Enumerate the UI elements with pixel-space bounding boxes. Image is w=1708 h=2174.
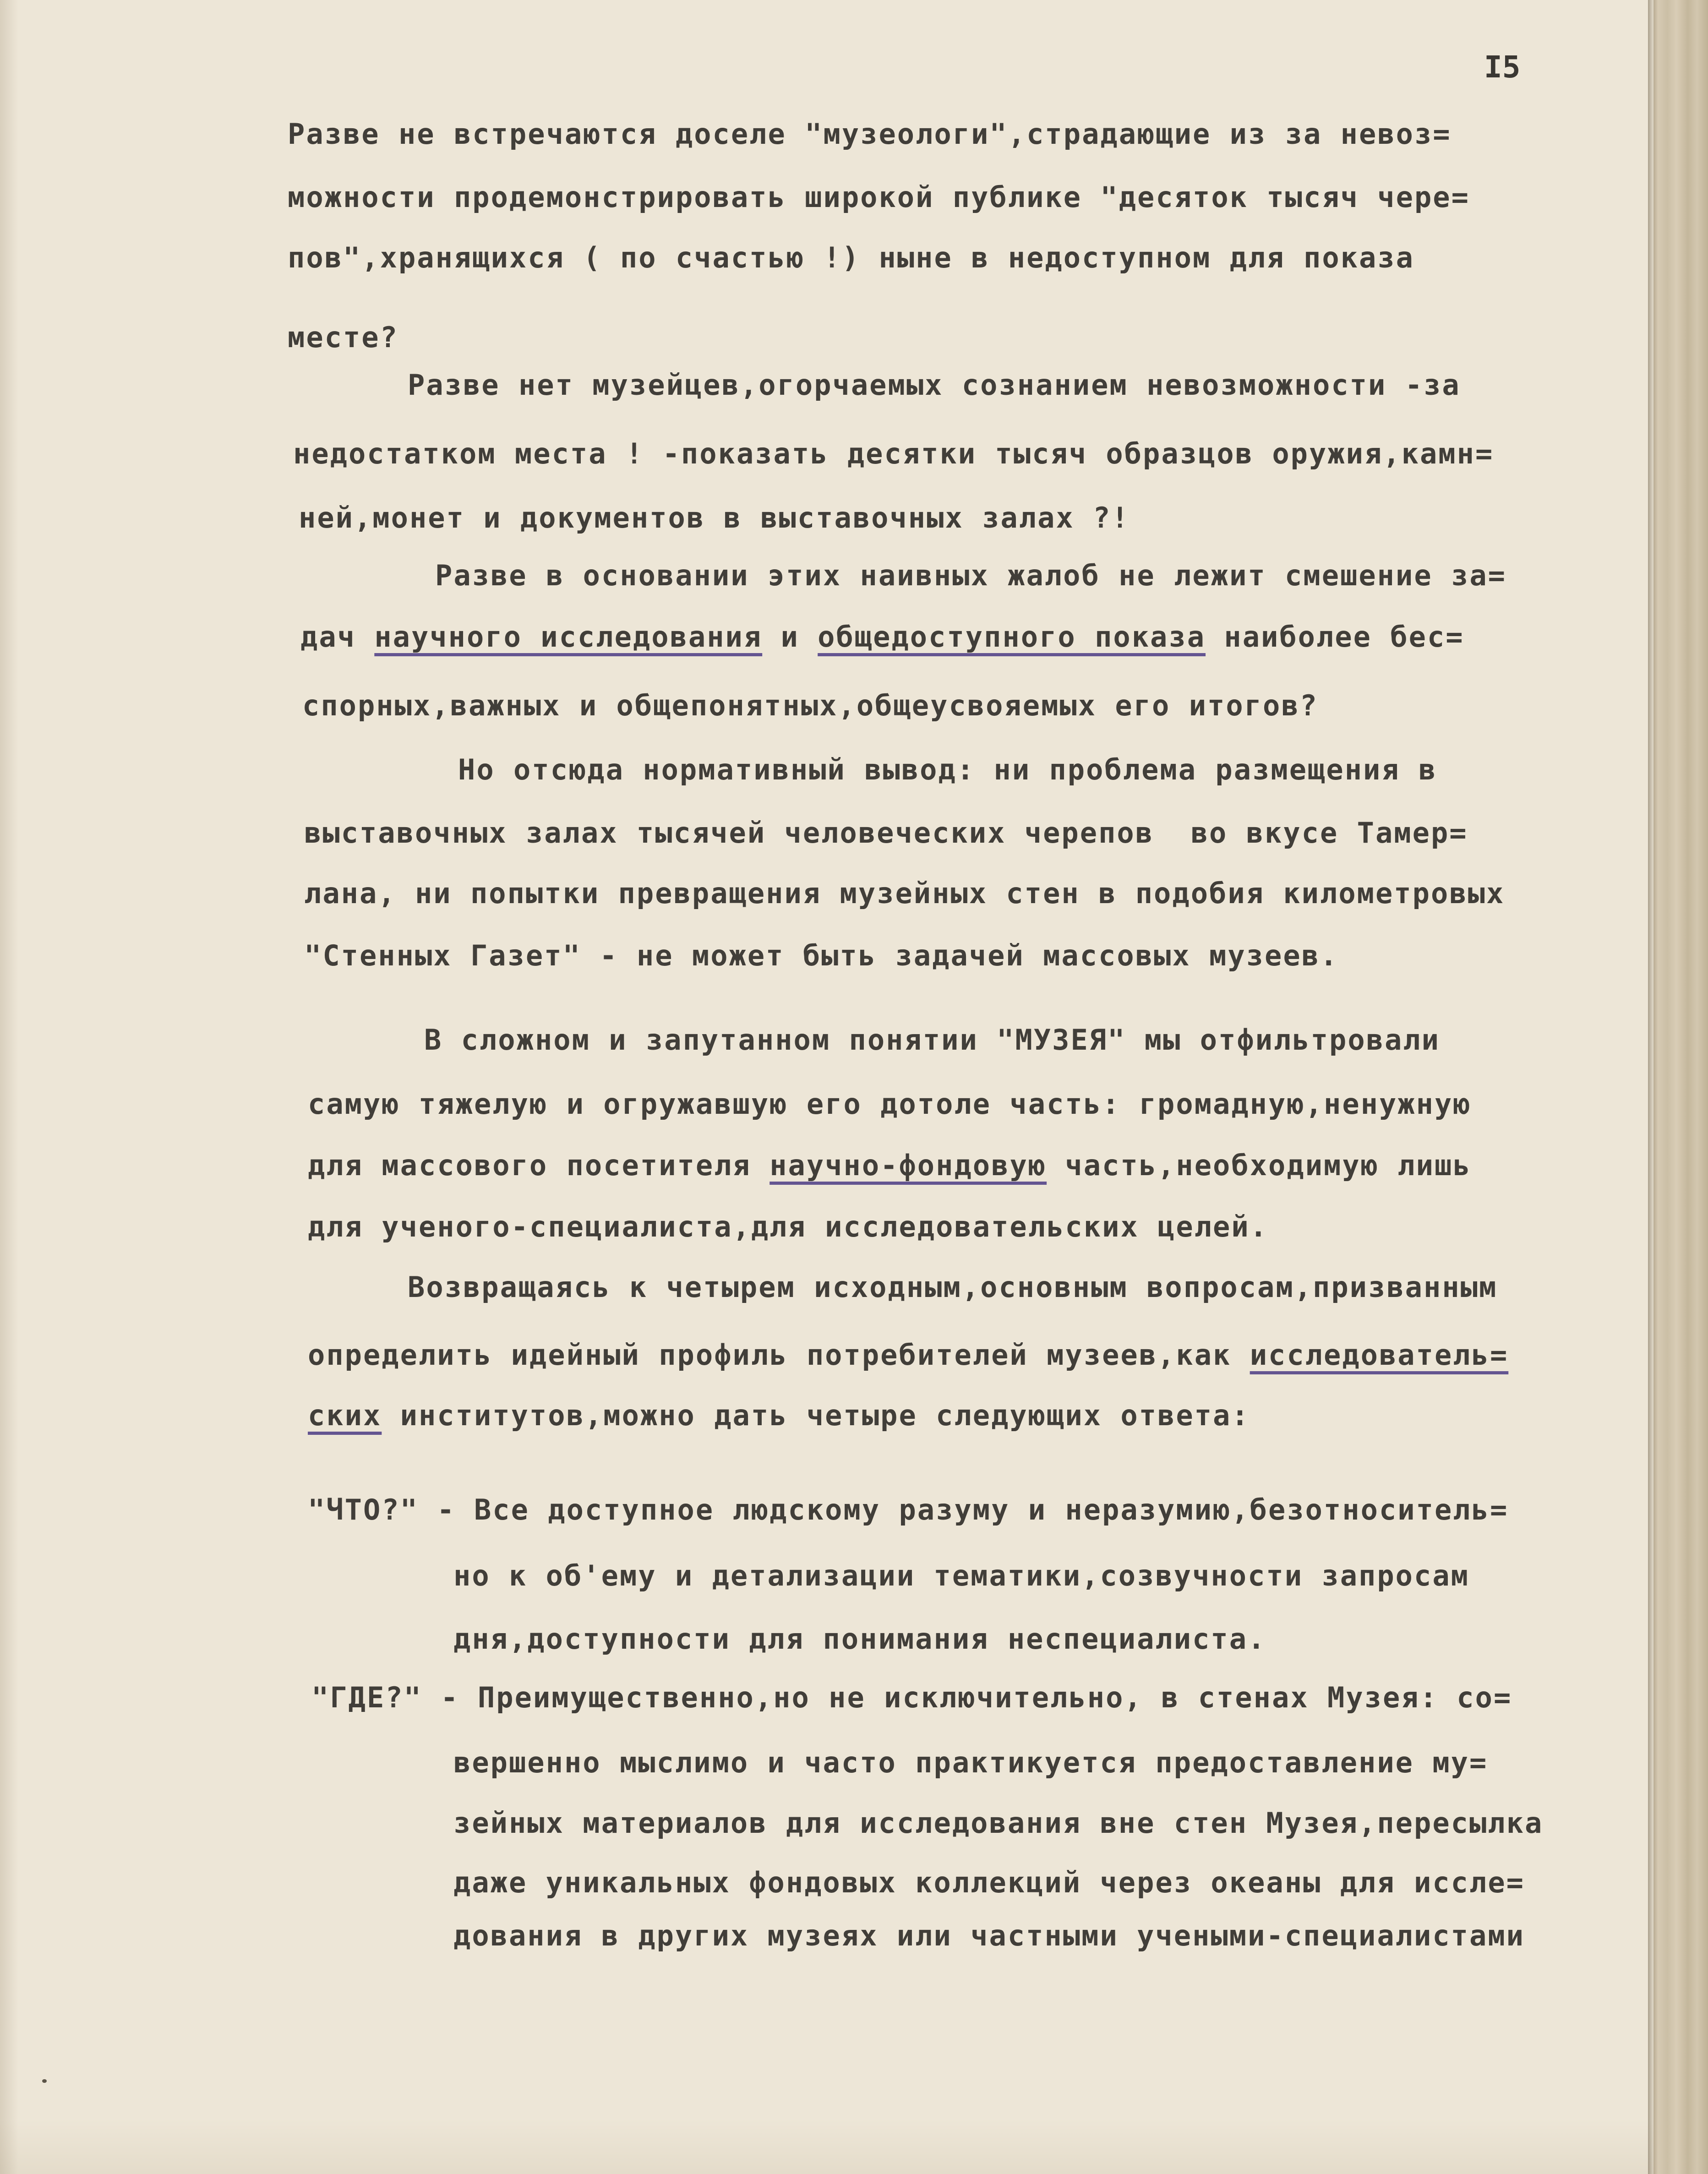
- text-line-9-and: и: [762, 620, 818, 654]
- page-number: I5: [1484, 49, 1521, 85]
- paper-speck: [42, 2079, 47, 2083]
- text-line-16: самую тяжелую и огружавшую его дотоле часть: громадную,ненужную: [308, 1087, 1472, 1121]
- text-line-4: месте?: [288, 321, 398, 354]
- text-line-5: Разве нет музейцев,огорчаемых сознанием невозможности -за: [408, 368, 1461, 402]
- answer-where-line-2: вершенно мыслимо и часто практикуется предоставление му=: [453, 1746, 1488, 1779]
- text-line-10: спорных,важных и общепонятных,общеусвояемых его итогов?: [302, 689, 1318, 722]
- text-line-19: Возвращаясь к четырем исходным,основным вопросам,призванным: [408, 1270, 1498, 1304]
- answer-where-line-5: дования в других музеях или частными учеными-специалистами: [453, 1919, 1525, 1952]
- answer-where-line-4: даже уникальных фондовых коллекций через океаны для иссле=: [453, 1866, 1525, 1899]
- text-line-3: пов",хранящихся ( по счастью !) ныне в недоступном для показа: [288, 241, 1414, 274]
- text-line-17-end: часть,необходимую лишь: [1047, 1149, 1472, 1182]
- text-line-2: можности продемонстрировать широкой публике "десяток тысяч чере=: [288, 180, 1470, 214]
- text-line-1: Разве не встречаются доселе "музеологи",страдающие из за невоз=: [288, 117, 1452, 151]
- answer-what-line-3: дня,доступности для понимания неспециалиста.: [453, 1622, 1266, 1656]
- text-line-9-start: дач: [300, 620, 375, 654]
- text-line-7: ней,монет и документов в выставочных залах ?!: [299, 501, 1130, 534]
- underlined-scientific-fund: научно-фондовую: [769, 1149, 1047, 1182]
- underlined-public-display: общедоступного показа: [818, 620, 1206, 654]
- text-line-13: лана, ни попытки превращения музейных стен в подобия километровых: [304, 877, 1505, 910]
- text-line-9: [300, 620, 1464, 654]
- text-line-21-end: институтов,можно дать четыре следующих ответа:: [382, 1399, 1250, 1432]
- stacked-page-edges: [1653, 0, 1708, 2174]
- answer-what-line-2: но к об'ему и детализации тематики,созвучности запросам: [453, 1559, 1469, 1592]
- text-line-15: В сложном и запутанном понятии "МУЗЕЯ" мы отфильтровали: [424, 1023, 1440, 1057]
- answer-where-line-1: "ГДЕ?" - Преимущественно,но не исключительно, в стенах Музея: со=: [311, 1681, 1512, 1714]
- text-line-14: "Стенных Газет" - не может быть задачей массовых музеев.: [304, 939, 1339, 972]
- text-line-9-end: наиболее бес=: [1206, 620, 1464, 654]
- text-line-20: [308, 1338, 1509, 1372]
- answer-where-line-3: зейных материалов для исследования вне стен Музея,пересылка: [453, 1806, 1544, 1840]
- text-line-6: недостатком места ! -показать десятки тысяч образцов оружия,камн=: [293, 437, 1494, 470]
- text-line-21: [308, 1401, 1250, 1430]
- text-line-8: Разве в основании этих наивных жалоб не лежит смешение за=: [435, 559, 1506, 592]
- text-line-18: для ученого-специалиста,для исследовательских целей.: [308, 1210, 1269, 1243]
- text-line-17-start: для массового посетителя: [308, 1149, 770, 1182]
- underlined-research-2: ских: [308, 1399, 382, 1432]
- underlined-scientific-research: научного исследования: [374, 620, 763, 654]
- text-line-20-start: определить идейный профиль потребителей музеев,как: [308, 1338, 1250, 1372]
- answer-what-line-1: "ЧТО?" - Все доступное людскому разуму и неразумию,безотноситель=: [308, 1493, 1509, 1526]
- text-line-11: Но отсюда нормативный вывод: ни проблема размещения в: [458, 753, 1437, 786]
- text-line-17: [308, 1151, 1472, 1180]
- underlined-research-1: исследователь=: [1250, 1338, 1509, 1372]
- text-line-12: выставочных залах тысячей человеческих черепов во вкусе Тамер=: [304, 816, 1468, 850]
